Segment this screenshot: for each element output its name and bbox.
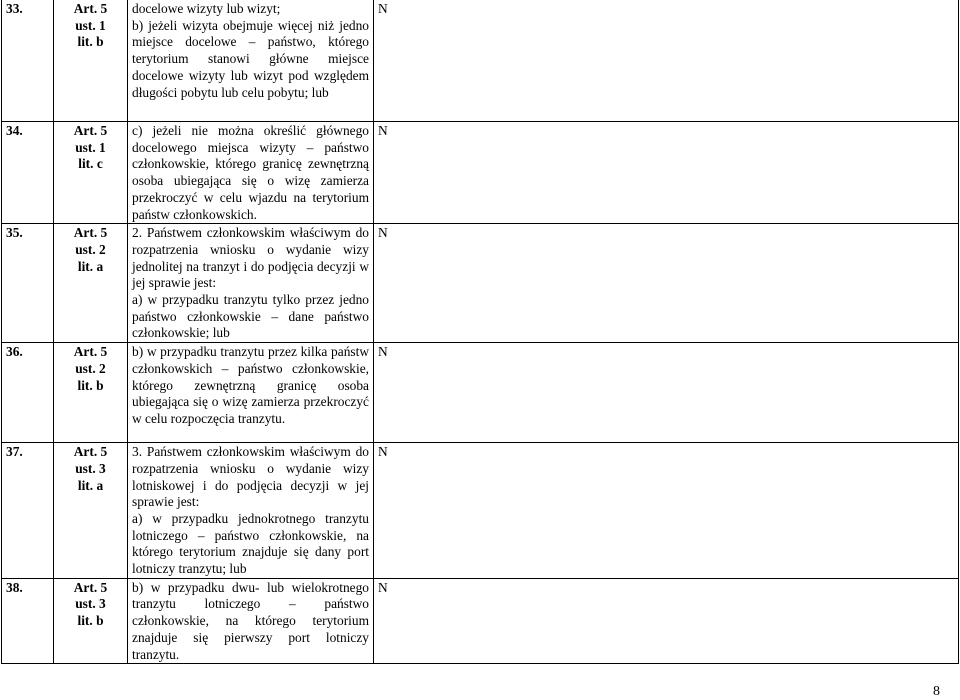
row-number: 34.	[2, 122, 54, 224]
status-flag: N	[374, 224, 959, 343]
article-reference: Art. 5 ust. 1 lit. c	[54, 122, 128, 224]
table-row	[2, 0, 959, 122]
page-number: 8	[933, 684, 940, 699]
row-number: 38.	[2, 578, 54, 664]
article-reference: Art. 5 ust. 1 lit. b	[54, 0, 128, 122]
table-row	[2, 443, 959, 579]
status-flag: N	[374, 578, 959, 664]
table-row	[2, 122, 959, 224]
table-row	[2, 224, 959, 343]
row-number: 37.	[2, 443, 54, 579]
row-number: 36.	[2, 343, 54, 443]
article-reference: Art. 5 ust. 2 lit. b	[54, 343, 128, 443]
row-number: 35.	[2, 224, 54, 343]
provision-text: docelowe wizyty lub wizyt; b) jeżeli wizyta obejmuje więcej niż jedno miejsce docelowe – państwo, którego terytorium stanowi główne miejsce docelowe wizyty lub wizyt pod względem długości pobytu lub celu pobytu; lub	[128, 0, 374, 122]
status-flag: N	[374, 122, 959, 224]
requirements-table	[1, 0, 959, 664]
table-row	[2, 343, 959, 443]
status-flag: N	[374, 343, 959, 443]
article-reference: Art. 5 ust. 3 lit. a	[54, 443, 128, 579]
provision-text: c) jeżeli nie można określić głównego docelowego miejsca wizyty – państwo członkowskie, którego granicę zewnętrzną osoba ubiegająca się o wizę zamierza przekroczyć w celu wjazdu na terytorium państw członkowskich.	[128, 122, 374, 224]
article-reference: Art. 5 ust. 3 lit. b	[54, 578, 128, 664]
provision-text: b) w przypadku tranzytu przez kilka państw członkowskich – państwo członkowskie, którego zewnętrzną granicę osoba ubiegająca się o wizę zamierza przekroczyć w celu rozpoczęcia tranzytu.	[128, 343, 374, 443]
provision-text: 3. Państwem członkowskim właściwym do rozpatrzenia wniosku o wydanie wizy lotniskowej i do podjęcia decyzji w jej sprawie jest: a) w przypadku jednokrotnego tranzytu lotniczego – państwo członkowskie, na którego terytorium znajduje się dany port lotniczy tranzytu; lub	[128, 443, 374, 579]
article-reference: Art. 5 ust. 2 lit. a	[54, 224, 128, 343]
status-flag: N	[374, 443, 959, 579]
row-number: 33.	[2, 0, 54, 122]
table-row	[2, 578, 959, 664]
provision-text: 2. Państwem członkowskim właściwym do rozpatrzenia wniosku o wydanie wizy jednolitej na tranzyt i do podjęcia decyzji w jej sprawie jest: a) w przypadku tranzytu tylko przez jedno państwo członkowskie – dane państwo członkowskie; lub	[128, 224, 374, 343]
status-flag: N	[374, 0, 959, 122]
provision-text: b) w przypadku dwu- lub wielokrotnego tranzytu lotniczego – państwo członkowskie, na którego terytorium znajduje się pierwszy port lotniczy tranzytu.	[128, 578, 374, 664]
